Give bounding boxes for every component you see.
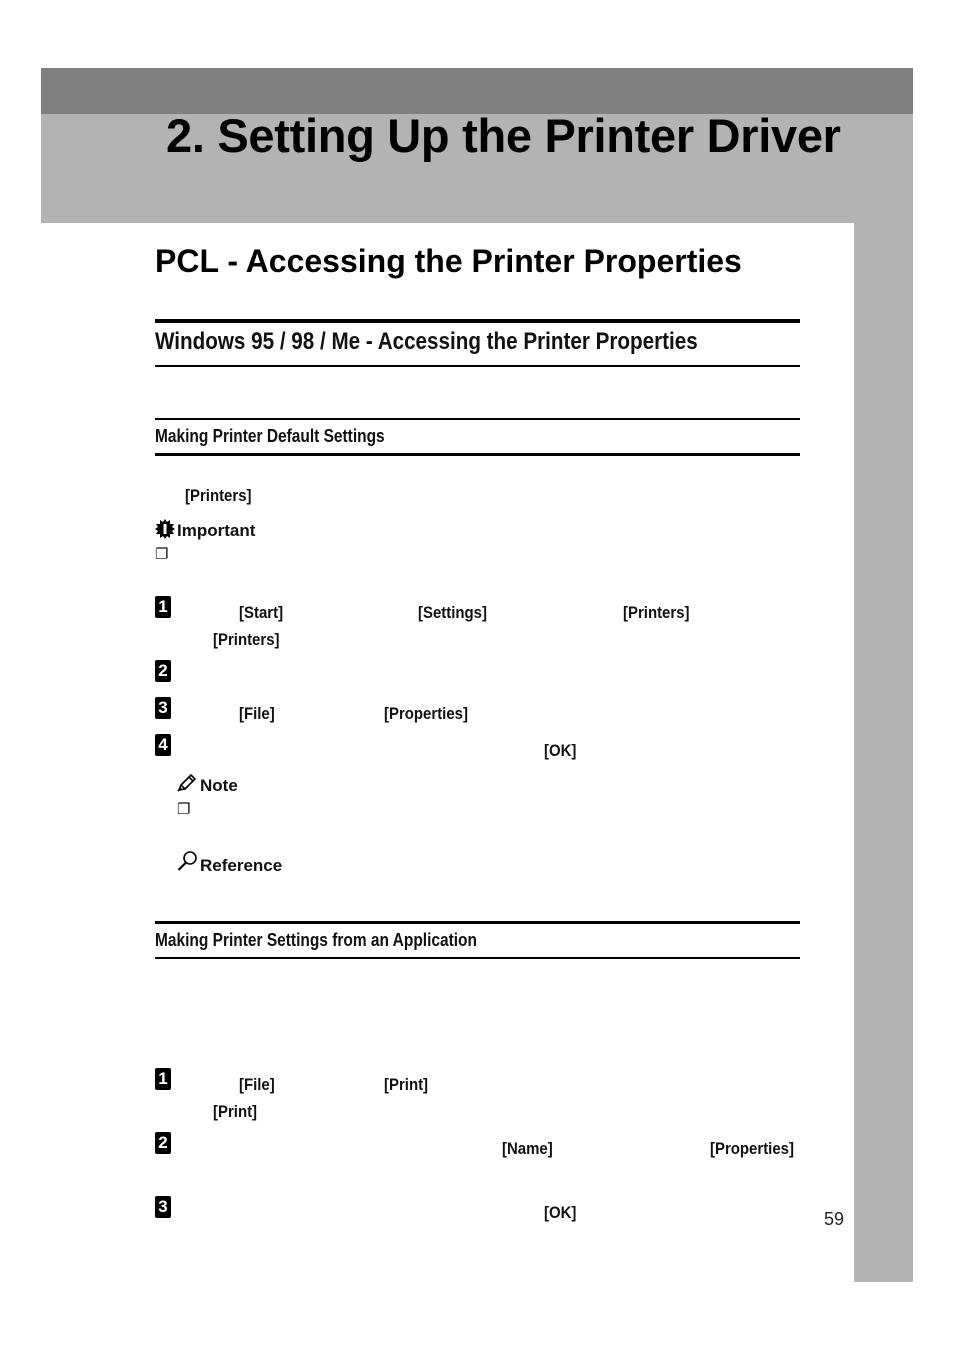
reference-label: Reference	[200, 856, 283, 875]
step-keyword-start: [Start]	[239, 603, 284, 622]
important-icon	[155, 519, 175, 539]
step-keyword-settings: [Settings]	[418, 603, 487, 622]
section-title: PCL - Accessing the Printer Properties	[155, 243, 742, 279]
magnifier-icon	[177, 850, 199, 872]
step-keyword-file: [File]	[239, 704, 275, 723]
app-settings-top-rule	[155, 921, 800, 924]
subsection-title: Windows 95 / 98 / Me - Accessing the Printer Properties	[155, 328, 698, 355]
chapter-title: 2. Setting Up the Printer Driver	[166, 109, 841, 162]
step-keyword-ok: [OK]	[544, 1203, 577, 1222]
note-label: Note	[200, 776, 238, 795]
step-keyword-print: [Print]	[384, 1075, 429, 1094]
page-number: 59	[824, 1209, 845, 1229]
default-settings-bottom-rule	[155, 453, 800, 456]
step-number: 2	[155, 1132, 171, 1154]
default-settings-top-rule	[155, 418, 800, 420]
step-keyword-properties: [Properties]	[384, 704, 468, 723]
step-number: 4	[155, 734, 171, 756]
step-number: 3	[155, 697, 171, 719]
subsection-bottom-rule	[155, 365, 800, 367]
pencil-icon	[177, 774, 197, 792]
important-label: Important	[177, 521, 256, 540]
side-margin-bar	[854, 223, 913, 1282]
step-keyword-ok: [OK]	[544, 741, 577, 760]
step-keyword-printers: [Printers]	[623, 603, 690, 622]
note-checkbox: ❐	[177, 801, 191, 818]
step-number: 1	[155, 1068, 171, 1090]
step-number: 1	[155, 596, 171, 618]
step-keyword-print-2: [Print]	[213, 1102, 258, 1121]
app-settings-title: Making Printer Settings from an Application	[155, 930, 477, 950]
intro-printers-keyword: [Printers]	[185, 486, 252, 505]
step-number: 2	[155, 660, 171, 682]
step-keyword-file: [File]	[239, 1075, 275, 1094]
app-settings-bottom-rule	[155, 957, 800, 959]
step-number: 3	[155, 1196, 171, 1218]
step-keyword-name: [Name]	[502, 1139, 553, 1158]
subsection-top-rule	[155, 319, 800, 323]
step-keyword-printers-2: [Printers]	[213, 630, 280, 649]
step-keyword-properties: [Properties]	[710, 1139, 794, 1158]
important-checkbox: ❐	[155, 546, 169, 563]
default-settings-title: Making Printer Default Settings	[155, 426, 385, 446]
